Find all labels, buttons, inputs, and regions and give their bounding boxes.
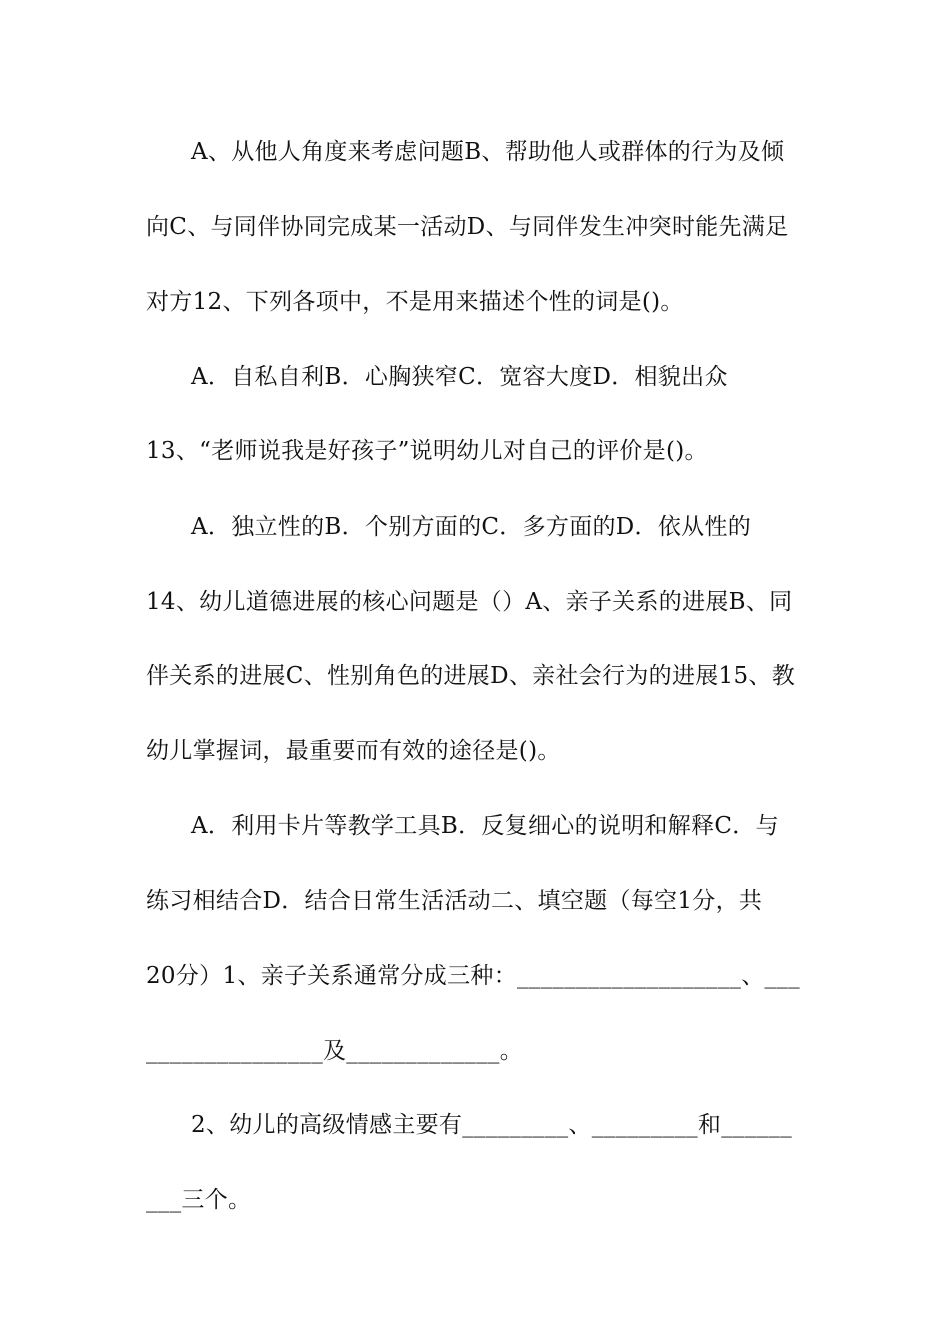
question-14-line-1: 14、幼儿道德进展的核心问题是（）A、亲子关系的进展B、同 — [146, 589, 793, 615]
question-11-options-line-2: 向C、与同伴协同完成某一活动D、与同伴发生冲突时能先满足 — [146, 214, 789, 240]
question-15-stem: 幼儿掌握词，最重要而有效的途径是()。 — [146, 738, 561, 764]
fill-blank-2-line-1: 2、幼儿的高级情感主要有_________、_________和______ — [191, 1112, 793, 1138]
fill-blank-2-line-2: ___三个。 — [146, 1187, 252, 1213]
question-11-options-line-1: A、从他人角度来考虑问题B、帮助他人或群体的行为及倾 — [191, 139, 785, 165]
fill-blank-1-line-1: 20分）1、亲子关系通常分成三种：___________________、___ — [146, 963, 800, 989]
question-15-options-line-2: 练习相结合D．结合日常生活活动二、填空题（每空1分，共 — [146, 888, 763, 914]
fill-blank-1-line-2: _______________及_____________。 — [146, 1038, 523, 1064]
question-12-options: A．自私自利B．心胸狭窄C．宽容大度D．相貌出众 — [191, 364, 728, 390]
question-13-options: A．独立性的B．个别方面的C．多方面的D．依从性的 — [191, 514, 752, 540]
question-15-options-line-1: A．利用卡片等教学工具B．反复细心的说明和解释C．与 — [191, 813, 779, 839]
question-13-stem: 13、“老师说我是好孩子”说明幼儿对自己的评价是()。 — [146, 438, 708, 464]
question-14-line-2: 伴关系的进展C、性别角色的进展D、亲社会行为的进展15、教 — [146, 663, 796, 689]
question-12-stem: 对方12、下列各项中，不是用来描述个性的词是()。 — [146, 289, 684, 315]
